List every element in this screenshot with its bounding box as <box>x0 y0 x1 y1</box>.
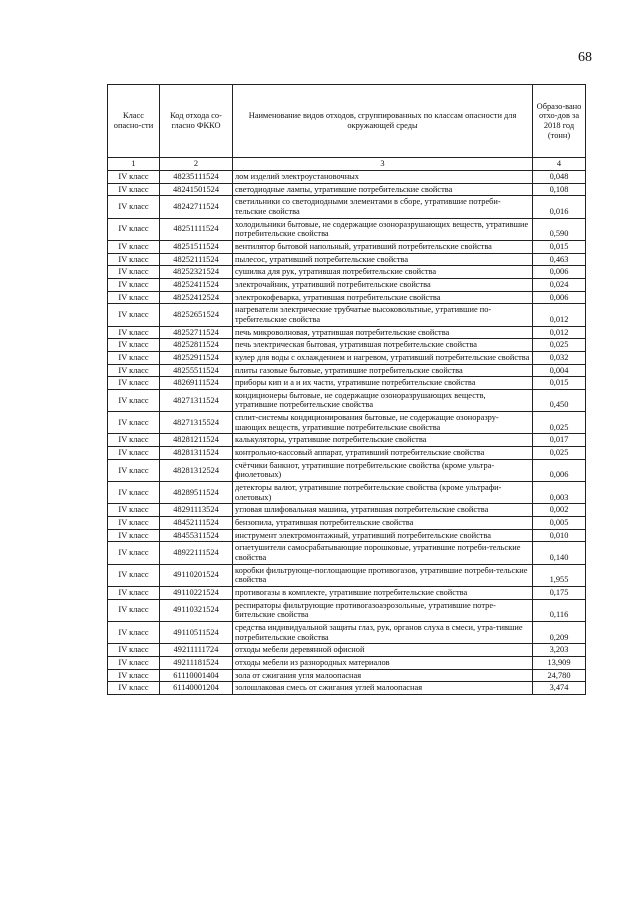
cell-amount: 3,474 <box>533 682 586 695</box>
cell-class: IV класс <box>108 240 160 253</box>
cell-code: 48252711524 <box>160 326 233 339</box>
table-row <box>108 183 586 196</box>
header-name: Наименование видов отходов, сгруппированных по классам опасности для окружающей среды <box>233 85 533 158</box>
cell-amount: 1,955 <box>533 564 586 586</box>
column-number-row <box>108 158 586 171</box>
cell-class: IV класс <box>108 253 160 266</box>
table-row <box>108 564 586 586</box>
cell-class: IV класс <box>108 542 160 564</box>
cell-class: IV класс <box>108 389 160 411</box>
cell-code: 49211181524 <box>160 656 233 669</box>
table-row <box>108 377 586 390</box>
cell-name: лом изделий электроустановочных <box>233 171 533 184</box>
table-row <box>108 171 586 184</box>
cell-amount: 0,002 <box>533 504 586 517</box>
cell-code: 61110001404 <box>160 669 233 682</box>
table-row <box>108 304 586 326</box>
cell-amount: 0,015 <box>533 240 586 253</box>
table-row <box>108 389 586 411</box>
cell-code: 48252911524 <box>160 351 233 364</box>
cell-name: детекторы валют, утратившие потребительские свойства (кроме ультрафи-олетовых) <box>233 482 533 504</box>
cell-class: IV класс <box>108 266 160 279</box>
cell-code: 48251111524 <box>160 218 233 240</box>
cell-code: 48252651524 <box>160 304 233 326</box>
table-row <box>108 644 586 657</box>
cell-code: 48455311524 <box>160 529 233 542</box>
cell-amount: 0,025 <box>533 447 586 460</box>
cell-amount: 0,006 <box>533 459 586 481</box>
cell-amount: 0,116 <box>533 599 586 621</box>
cell-code: 49110221524 <box>160 586 233 599</box>
col-number: 4 <box>533 158 586 171</box>
cell-class: IV класс <box>108 621 160 643</box>
table-row <box>108 482 586 504</box>
header-amount: Образо-вано отхо-дов за 2018 год (тонн) <box>533 85 586 158</box>
table-row <box>108 621 586 643</box>
cell-name: печь электрическая бытовая, утратившая потребительские свойства <box>233 339 533 352</box>
cell-class: IV класс <box>108 517 160 530</box>
cell-name: кулер для воды с охлаждением и нагревом, утративший потребительские свойства <box>233 351 533 364</box>
cell-class: IV класс <box>108 326 160 339</box>
cell-name: плиты газовые бытовые, утратившие потребительские свойства <box>233 364 533 377</box>
page-number: 68 <box>578 50 592 65</box>
cell-name: противогазы в комплекте, утратившие потребительские свойства <box>233 586 533 599</box>
table-row <box>108 278 586 291</box>
cell-class: IV класс <box>108 278 160 291</box>
cell-amount: 0,175 <box>533 586 586 599</box>
cell-amount: 0,003 <box>533 482 586 504</box>
table-row <box>108 459 586 481</box>
cell-class: IV класс <box>108 482 160 504</box>
cell-amount: 0,108 <box>533 183 586 196</box>
cell-class: IV класс <box>108 459 160 481</box>
waste-table <box>107 84 586 695</box>
cell-amount: 0,025 <box>533 412 586 434</box>
cell-name: огнетушители самосрабатывающие порошковые, утратившие потреби-тельские свойства <box>233 542 533 564</box>
cell-code: 49110321524 <box>160 599 233 621</box>
cell-name: электрокофеварка, утратившая потребительские свойства <box>233 291 533 304</box>
cell-class: IV класс <box>108 364 160 377</box>
table-row <box>108 656 586 669</box>
table-row <box>108 326 586 339</box>
table-row <box>108 529 586 542</box>
cell-name: светодиодные лампы, утратившие потребительские свойства <box>233 183 533 196</box>
cell-amount: 0,590 <box>533 218 586 240</box>
cell-class: IV класс <box>108 291 160 304</box>
cell-name: средства индивидуальной защиты глаз, рук, органов слуха в смеси, утра-тившие потребительские свойства <box>233 621 533 643</box>
cell-name: отходы мебели из разнородных материалов <box>233 656 533 669</box>
cell-code: 48271315524 <box>160 412 233 434</box>
col-number: 3 <box>233 158 533 171</box>
cell-amount: 0,015 <box>533 377 586 390</box>
cell-amount: 0,006 <box>533 291 586 304</box>
cell-class: IV класс <box>108 183 160 196</box>
cell-amount: 13,909 <box>533 656 586 669</box>
cell-class: IV класс <box>108 304 160 326</box>
cell-name: зола от сжигания угля малоопасная <box>233 669 533 682</box>
cell-amount: 0,032 <box>533 351 586 364</box>
cell-code: 48452111524 <box>160 517 233 530</box>
cell-class: IV класс <box>108 586 160 599</box>
cell-class: IV класс <box>108 656 160 669</box>
cell-code: 48255511524 <box>160 364 233 377</box>
cell-name: кондиционеры бытовые, не содержащие озоноразрушающих веществ, утратившие потребительские свойства <box>233 389 533 411</box>
cell-name: приборы кип и а и их части, утратившие потребительские свойства <box>233 377 533 390</box>
cell-code: 48252412524 <box>160 291 233 304</box>
cell-code: 48922111524 <box>160 542 233 564</box>
table-row <box>108 542 586 564</box>
cell-name: нагреватели электрические трубчатые высоковольтные, утратившие по-требительские свойства <box>233 304 533 326</box>
cell-name: контрольно-кассовый аппарат, утративший потребительские свойства <box>233 447 533 460</box>
cell-name: пылесос, утративший потребительские свойства <box>233 253 533 266</box>
table-row <box>108 586 586 599</box>
cell-code: 48252111524 <box>160 253 233 266</box>
cell-class: IV класс <box>108 218 160 240</box>
cell-name: бензопила, утратившая потребительские свойства <box>233 517 533 530</box>
cell-amount: 24,780 <box>533 669 586 682</box>
cell-code: 48271311524 <box>160 389 233 411</box>
cell-class: IV класс <box>108 504 160 517</box>
header-class: Класс опасно-сти <box>108 85 160 158</box>
cell-class: IV класс <box>108 377 160 390</box>
table-row <box>108 412 586 434</box>
cell-amount: 0,016 <box>533 196 586 218</box>
cell-amount: 0,140 <box>533 542 586 564</box>
cell-amount: 0,012 <box>533 326 586 339</box>
cell-name: холодильники бытовые, не содержащие озоноразрушающих веществ, утратившие потребительские свойства <box>233 218 533 240</box>
cell-code: 48281312524 <box>160 459 233 481</box>
cell-amount: 0,012 <box>533 304 586 326</box>
cell-name: угловая шлифовальная машина, утратившая потребительские свойства <box>233 504 533 517</box>
cell-name: отходы мебели деревянной офисной <box>233 644 533 657</box>
cell-name: золошлаковая смесь от сжигания углей малоопасная <box>233 682 533 695</box>
table-row <box>108 253 586 266</box>
cell-class: IV класс <box>108 351 160 364</box>
cell-code: 48251511524 <box>160 240 233 253</box>
cell-class: IV класс <box>108 644 160 657</box>
cell-name: вентилятор бытовой напольный, утративший потребительские свойства <box>233 240 533 253</box>
cell-class: IV класс <box>108 339 160 352</box>
cell-code: 48281211524 <box>160 434 233 447</box>
cell-amount: 0,006 <box>533 266 586 279</box>
cell-code: 48242711524 <box>160 196 233 218</box>
cell-amount: 0,004 <box>533 364 586 377</box>
cell-class: IV класс <box>108 529 160 542</box>
cell-amount: 0,005 <box>533 517 586 530</box>
cell-name: сплит-системы кондиционирования бытовые, не содержащие озоноразру-шающих веществ, утратившие потребительские свойства <box>233 412 533 434</box>
cell-amount: 0,209 <box>533 621 586 643</box>
cell-name: респираторы фильтрующие противогазоаэрозольные, утратившие потре-бительские свойства <box>233 599 533 621</box>
table-row <box>108 504 586 517</box>
cell-amount: 0,010 <box>533 529 586 542</box>
cell-name: электрочайник, утративший потребительские свойства <box>233 278 533 291</box>
cell-code: 49110511524 <box>160 621 233 643</box>
cell-code: 49211111724 <box>160 644 233 657</box>
cell-amount: 0,048 <box>533 171 586 184</box>
cell-code: 48269111524 <box>160 377 233 390</box>
header-code: Код отхода со-гласно ФККО <box>160 85 233 158</box>
col-number: 1 <box>108 158 160 171</box>
table-row <box>108 517 586 530</box>
table-row <box>108 351 586 364</box>
cell-name: печь микроволновая, утратившая потребительские свойства <box>233 326 533 339</box>
cell-class: IV класс <box>108 564 160 586</box>
cell-name: светильники со светодиодными элементами в сборе, утратившие потреби-тельские свойства <box>233 196 533 218</box>
cell-code: 48291113524 <box>160 504 233 517</box>
cell-class: IV класс <box>108 434 160 447</box>
cell-code: 49110201524 <box>160 564 233 586</box>
cell-code: 48281311524 <box>160 447 233 460</box>
cell-class: IV класс <box>108 599 160 621</box>
col-number: 2 <box>160 158 233 171</box>
cell-code: 48252811524 <box>160 339 233 352</box>
cell-name: счётчики банкнот, утратившие потребительские свойства (кроме ультра-фиолетовых) <box>233 459 533 481</box>
cell-amount: 0,017 <box>533 434 586 447</box>
cell-code: 48252411524 <box>160 278 233 291</box>
cell-code: 61140001204 <box>160 682 233 695</box>
table-row <box>108 434 586 447</box>
cell-name: калькуляторы, утратившие потребительские свойства <box>233 434 533 447</box>
cell-amount: 0,024 <box>533 278 586 291</box>
cell-name: сушилка для рук, утратившая потребительские свойства <box>233 266 533 279</box>
cell-class: IV класс <box>108 447 160 460</box>
cell-class: IV класс <box>108 669 160 682</box>
cell-code: 48241501524 <box>160 183 233 196</box>
table-header-row <box>108 85 586 158</box>
table-row <box>108 196 586 218</box>
cell-name: инструмент электромонтажный, утративший потребительские свойства <box>233 529 533 542</box>
table-row <box>108 266 586 279</box>
cell-code: 48252321524 <box>160 266 233 279</box>
table-row <box>108 291 586 304</box>
cell-class: IV класс <box>108 412 160 434</box>
cell-name: коробки фильтрующе-поглощающие противогазов, утратившие потреби-тельские свойства <box>233 564 533 586</box>
cell-amount: 0,463 <box>533 253 586 266</box>
table-row <box>108 218 586 240</box>
table-row <box>108 682 586 695</box>
cell-code: 48235111524 <box>160 171 233 184</box>
cell-amount: 3,203 <box>533 644 586 657</box>
table-row <box>108 599 586 621</box>
table-row <box>108 240 586 253</box>
table-row <box>108 669 586 682</box>
table-row <box>108 447 586 460</box>
cell-amount: 0,025 <box>533 339 586 352</box>
table-row <box>108 339 586 352</box>
table-row <box>108 364 586 377</box>
cell-amount: 0,450 <box>533 389 586 411</box>
cell-class: IV класс <box>108 171 160 184</box>
cell-class: IV класс <box>108 682 160 695</box>
cell-class: IV класс <box>108 196 160 218</box>
cell-code: 48289511524 <box>160 482 233 504</box>
